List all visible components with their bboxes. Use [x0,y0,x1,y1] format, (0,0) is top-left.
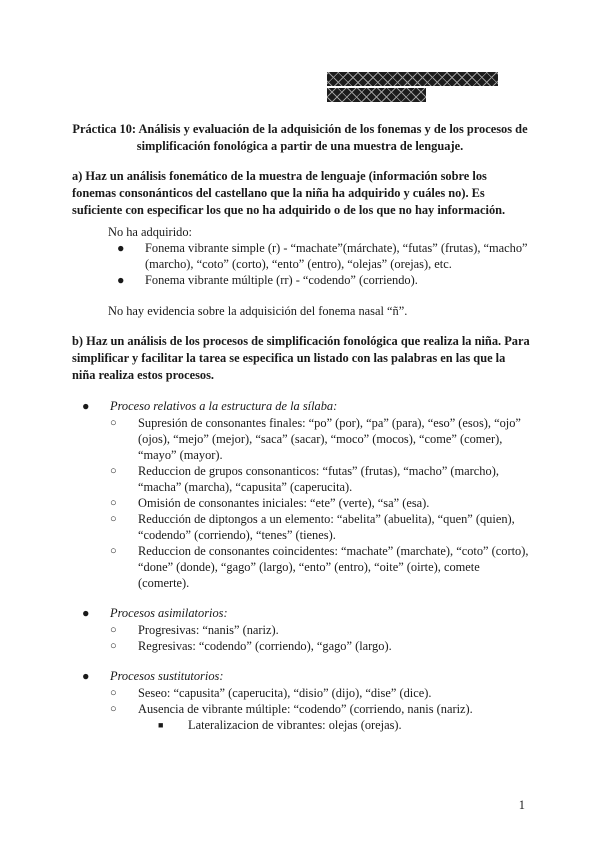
circle-bullet-icon: ○ [110,465,117,477]
process-subsublist [138,717,534,733]
list-item: ○ Reduccion de grupos consonanticos: “futas” (frutas), “macho” (marcho), “macha” (marcha), “capusita” (caperucita). [110,464,499,494]
page-number: 1 [518,798,525,812]
process-group-title: Procesos asimilatorios: [110,606,228,620]
redacted-name-block [327,72,498,86]
list-item: ○ Reduccion de consonantes coincidentes: “machate” (marchate), “coto” (corto), “done” (donde), “gago” (largo), “ento” (entro), “oite” (oirte), comete (comerte). [110,544,529,590]
process-sublist [110,622,534,654]
section-b-list [82,398,534,733]
process-group [82,668,534,733]
process-group [82,398,534,591]
section-b-heading: b) Haz un análisis de los procesos de simplificación fonológica que realiza la niña. Para simplificar y facilitar la tarea se especifica un listado con las palabras en las que la niña realiza estos procesos. [72,334,530,382]
section-a-heading: a) Haz un análisis fonemático de la muestra de lenguaje (información sobre los fonemas consonánticos del castellano que la niña ha adquirido y cuáles no). Es suficiente con especificar los que no ha adquirido o de los que no hay información. [72,169,506,217]
section-a-list [117,240,532,288]
bullet-icon: ● [82,399,90,413]
circle-bullet-icon: ○ [110,640,117,652]
not-acquired-label: No ha adquirido: [108,225,192,239]
list-item: ● Fonema vibrante simple (r) - “machate”(márchate), “futas” (frutas), “macho” (marcho), “coto” (corto), “ento” (entro), “olejas” (orejas), etc. [117,241,528,271]
list-item: ■ Lateralizacion de vibrantes: olejas (orejas). [158,718,402,732]
bullet-icon: ● [82,606,90,620]
list-item: ○ Omisión de consonantes iniciales: “ete” (verte), “sa” (esa). [110,496,430,510]
process-group [82,605,534,654]
circle-bullet-icon: ○ [110,624,117,636]
square-bullet-icon: ■ [158,720,164,730]
no-evidence-note: No hay evidencia sobre la adquisición del fonema nasal “ñ”. [108,304,408,318]
list-item: ○ Progresivas: “nanis” (nariz). [110,623,279,637]
process-group-title: Proceso relativos a la estructura de la sílaba: [110,399,338,413]
list-item: ● Fonema vibrante múltiple (rr) - “codendo” (corriendo). [117,273,418,287]
circle-bullet-icon: ○ [110,703,117,715]
list-item: ○ Supresión de consonantes finales: “po” (por), “pa” (para), “eso” (esos), “ojo” (ojos), “mejo” (mejor), “saca” (sacar), “moco” (mocos), “come” (comer), “mayo” (mayor). [110,416,521,462]
circle-bullet-icon: ○ [110,417,117,429]
process-group-title: Procesos sustitutorios: [110,669,224,683]
redacted-name-block-2 [327,88,426,102]
process-sublist [110,685,534,733]
list-item: ○ Seseo: “capusita” (caperucita), “disio” (dijo), “dise” (dice). [110,686,432,700]
list-item: ○ Ausencia de vibrante múltiple: “codendo” (corriendo, nanis (nariz). ■ Lateralizacion de vibrantes: olejas (orejas). [110,701,534,733]
circle-bullet-icon: ○ [110,497,117,509]
bullet-icon: ● [82,669,90,683]
circle-bullet-icon: ○ [110,513,117,525]
list-item: ○ Regresivas: “codendo” (corriendo), “gago” (largo). [110,639,392,653]
bullet-icon: ● [117,273,125,287]
bullet-icon: ● [117,241,125,255]
circle-bullet-icon: ○ [110,687,117,699]
circle-bullet-icon: ○ [110,545,117,557]
page-title: Práctica 10: Análisis y evaluación de la adquisición de los fonemas y de los procesos de simplificación fonológica a partir de una muestra de lenguaje. [72,122,528,153]
process-sublist [110,415,534,591]
list-item: ○ Reducción de diptongos a un elemento: “abelita” (abuelita), “quen” (quien), “codendo” (corriendo), “tenes” (tienes). [110,512,515,542]
